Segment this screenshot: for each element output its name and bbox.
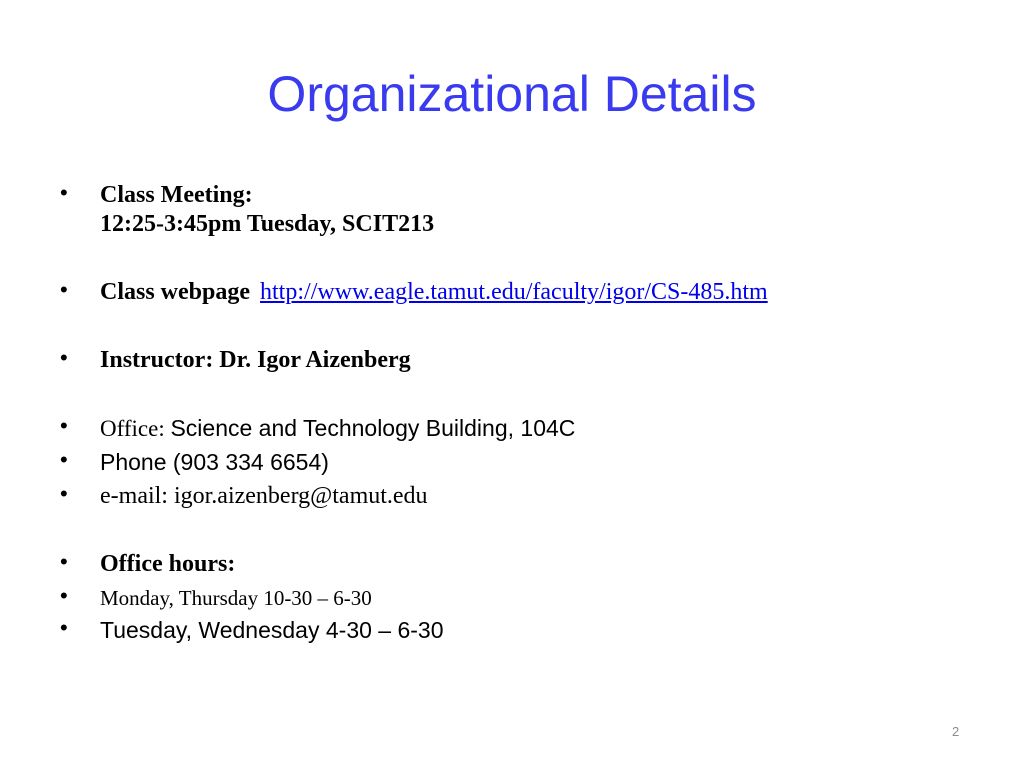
class-webpage-label: Class webpage	[100, 279, 251, 305]
phone-text: Phone (903 334 6654)	[100, 449, 329, 475]
page-number: 2	[952, 724, 960, 739]
bullet-icon: •	[60, 180, 68, 205]
class-webpage-line	[100, 277, 768, 307]
office-hours-label: Office hours:	[100, 551, 236, 577]
bullet-icon: •	[60, 481, 68, 506]
bullet-icon: •	[60, 549, 68, 574]
bullet-icon: •	[60, 345, 68, 370]
bullet-icon: •	[60, 413, 68, 438]
office-line	[100, 413, 575, 444]
bullet-icon: •	[60, 583, 68, 608]
bullet-icon: •	[60, 277, 68, 302]
class-meeting-label: Class Meeting:	[100, 182, 253, 208]
instructor-text: Instructor: Dr. Igor Aizenberg	[100, 347, 411, 373]
email-text: e-mail: igor.aizenberg@tamut.edu	[100, 483, 428, 509]
bullet-icon: •	[60, 615, 68, 640]
office-value: Science and Technology Building, 104C	[170, 415, 576, 441]
office-hours-line2: Tuesday, Wednesday 4-30 – 6-30	[100, 617, 444, 643]
bullet-icon: •	[60, 447, 68, 472]
office-hours-line1: Monday, Thursday 10-30 – 6-30	[100, 586, 372, 610]
class-webpage-link[interactable]: http://www.eagle.tamut.edu/faculty/igor/CS-485.htm	[260, 279, 768, 305]
class-meeting-detail: 12:25-3:45pm Tuesday, SCIT213	[100, 211, 435, 237]
office-prefix: Office:	[100, 416, 165, 441]
slide-title: Organizational Details	[267, 66, 757, 122]
